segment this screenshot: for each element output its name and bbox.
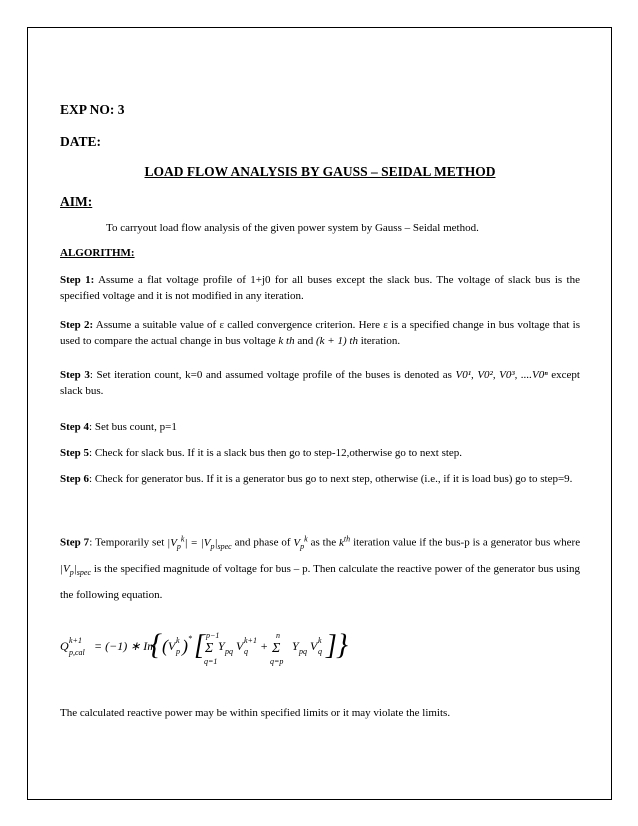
aim-heading: AIM: xyxy=(60,194,93,209)
svg-text:q=p: q=p xyxy=(270,657,284,666)
step-2-label: Step 2: xyxy=(60,319,94,331)
step-6 xyxy=(60,472,580,488)
step-2-text-c: iteration. xyxy=(360,334,401,347)
svg-text:{: { xyxy=(150,628,162,661)
vp-spec-symbol: $|V_p|_{spec}$ xyxy=(60,562,91,577)
step-6-label: Step 6 xyxy=(60,473,90,485)
step-2 xyxy=(60,318,580,350)
svg-text:k+1: k+1 xyxy=(69,636,82,645)
closing-text: The calculated reactive power may be within specified limits or it may violate the limits. xyxy=(60,707,451,719)
step-4-text: : Set bus count, p=1 xyxy=(89,421,177,433)
step-5-label: Step 5 xyxy=(60,447,90,459)
step-1 xyxy=(60,273,580,305)
step-5-text: : Check for slack bus. If it is a slack bus then go to step-12,otherwise go to next step. xyxy=(89,447,463,459)
svg-text:n: n xyxy=(276,631,280,640)
step-7-text-b: and phase of xyxy=(234,536,291,549)
step-1-label: Step 1: xyxy=(60,274,95,286)
step-3-text-a: : Set iteration count, k=0 and assumed voltage profile of the buses is denoted as xyxy=(89,369,452,381)
svg-text:= (−1) ∗ Im: = (−1) ∗ Im xyxy=(94,639,156,653)
step-7-label: Step 7 xyxy=(60,536,90,549)
date-label: DATE: xyxy=(60,134,102,149)
vpk-eq-symbol: $|V_p^k| = |V_p|_{spec}$ xyxy=(167,534,232,551)
svg-text:Q: Q xyxy=(60,639,69,653)
exp-number: EXP NO: 3 xyxy=(60,102,125,117)
step-2-k1th: (k + 1) th xyxy=(316,334,358,347)
step-7-text-d: iteration value if the bus-p is a generator bus where xyxy=(353,536,581,549)
svg-text:p−1: p−1 xyxy=(206,631,220,640)
step-4 xyxy=(60,420,580,436)
step-3-profile: V0¹, V0², V0³, ....V0ⁿ xyxy=(455,369,548,381)
step-7-text-c: as the xyxy=(310,536,337,549)
svg-text:Σ: Σ xyxy=(205,641,214,656)
step-6-text: : Check for generator bus. If it is a generator bus go to next step, otherwise (i.e., if it is load bus) go to step=9. xyxy=(89,473,573,485)
step-5 xyxy=(60,446,580,462)
svg-text:k: k xyxy=(318,636,322,645)
svg-text:]: ] xyxy=(326,630,337,661)
svg-text:V: V xyxy=(236,639,244,653)
svg-text:k+1: k+1 xyxy=(244,636,257,645)
svg-text:pq: pq xyxy=(299,647,307,656)
aim-text: To carryout load flow analysis of the given power system by Gauss – Seidal method. xyxy=(106,222,479,234)
svg-text:): ) xyxy=(182,636,188,656)
svg-text:q=1: q=1 xyxy=(204,657,218,666)
vpk-symbol: $V_p^k$ xyxy=(293,534,308,551)
step-4-label: Step 4 xyxy=(60,421,90,433)
step-2-text-a: Assume a suitable value of ε called convergence criterion. Here ε is a specified change in bus voltage that is used to compare the actual change in bus voltage xyxy=(60,319,580,347)
algorithm-heading: ALGORITHM: xyxy=(60,247,135,259)
svg-text:Σ: Σ xyxy=(272,641,281,656)
step-7 xyxy=(60,530,580,608)
step-1-text: Assume a flat voltage profile of 1+j0 for all buses except the slack bus. The voltage of slack bus is the specified voltage and it is not modified in any iteration. xyxy=(60,274,580,302)
svg-text:(: ( xyxy=(162,636,168,656)
svg-text:p: p xyxy=(176,647,180,656)
svg-text:V: V xyxy=(168,639,176,653)
step-3-text-b: except slack bus. xyxy=(60,369,580,397)
svg-text:k: k xyxy=(176,636,180,645)
svg-text:q: q xyxy=(244,647,248,656)
kth-symbol: $k^{th}$ xyxy=(339,534,351,549)
step-2-kth: k th xyxy=(278,334,295,347)
svg-text:Y: Y xyxy=(218,639,225,653)
reactive-power-equation xyxy=(60,624,360,677)
svg-text:[: [ xyxy=(194,630,205,661)
step-2-text-b: and xyxy=(297,334,314,347)
step-7-text-e: is the specified magnitude of voltage for bus – p. Then calculate the reactive power of the generator bus using the following equation. xyxy=(60,562,581,601)
svg-text:V: V xyxy=(310,639,318,653)
step-7-text-a: : Temporarily set xyxy=(89,536,165,549)
svg-text:+: + xyxy=(260,639,269,653)
step-3-label: Step 3 xyxy=(60,369,90,381)
step-3 xyxy=(60,368,580,400)
svg-text:}: } xyxy=(336,628,348,661)
svg-text:p,cal: p,cal xyxy=(69,648,85,657)
svg-text:*: * xyxy=(188,634,192,643)
svg-text:Y: Y xyxy=(292,639,299,653)
equation-graphic xyxy=(60,624,360,672)
svg-text:q: q xyxy=(318,647,322,656)
page-title: LOAD FLOW ANALYSIS BY GAUSS – SEIDAL METHOD xyxy=(144,164,496,179)
svg-text:pq: pq xyxy=(225,647,233,656)
